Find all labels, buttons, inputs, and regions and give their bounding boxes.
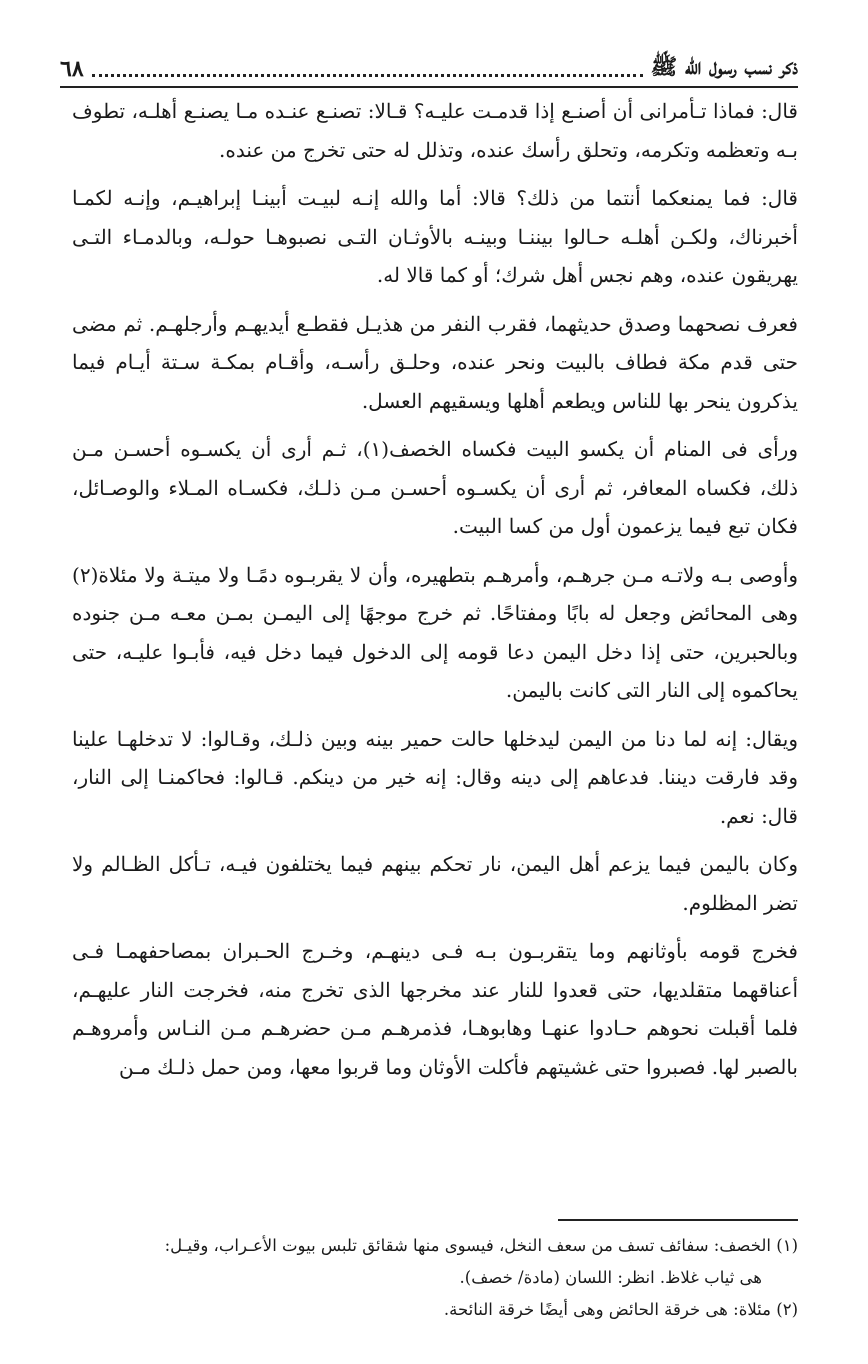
paragraph: ويقال: إنه لما دنا من اليمن ليدخلها حالت حمير بينه وبين ذلـك، وقـالوا: لا تدخلهـا علينا وقد فارقت ديننا. فدعاهم إلى دينه وقال: إنه خير من دينكم. قـالوا: فحاكمنـا إلى النار، قال: نعم. [72, 726, 799, 828]
footnote-1: (١) الخصف: سفائف تسف من سعف النخل، فيسوى منها شقائق تلبس بيوت الأعـراب، وقيـل: [164, 1236, 798, 1255]
footnotes [72, 1230, 798, 1326]
main-text [72, 92, 798, 1096]
paragraph: وكان باليمن فيما يزعم أهل اليمن، نار تحكم بينهم فيما يختلفون فيـه، تـأكل الظـالم ولا تضر المظلوم. [72, 852, 798, 915]
paragraph: فعرف نصحهما وصدق حديثهما، فقرب النفر من هذيـل فقطـع أيديهـم وأرجلهـم. ثم مضى حتى قدم مكة فطاف بالبيت ونحر عنده، وحلـق رأسـه، وأقـام بمكـة سـتة أيـام فيما يذكرون ينحر بها للناس ويطعم أهلها ويسقيهم العسل. [72, 311, 798, 413]
footnote-2: (٢) مئلاة: هى خرقة الحائض وهى أيضًا خرقة النائحة. [443, 1300, 798, 1319]
paragraph: ورأى فى المنام أن يكسو البيت فكساه الخصف(١)، ثـم أرى أن يكسـوه أحسـن مـن ذلك، فكساه المعافر، ثم أرى أن يكسـوه أحسـن مـن ذلـك، فكسـاه المـلاء والوصـائل، فكان تبع فيما يزعمون أول من كسا البيت. [72, 437, 798, 538]
paragraph: فخرج قومه بأوثانهم وما يتقربـون بـه فـى دينهـم، وخـرج الحـبران بمصاحفهمـا فـى أعناقهما متقلديها، حتى قعدوا للنار عند مخرجها الذى تخرج منه، فخرجت النار عليهـم، فلما أقبلت نحوهم حـادوا عنهـا وهابوهـا، فذمرهـم مـن حضرهـم مـن النـاس وأمروهـم بالصبر لها. فصبروا حتى غشيتهم فأكلت الأوثان وما قربوا معها، ومن حمل ذلـك مـن [72, 939, 798, 1079]
paragraph: قال: فماذا تـأمرانى أن أصنـع إذا قدمـت عليـه؟ قـالا: تصنـع عنـده مـا يصنـع أهلـه، تطوف بـه وتعظمه وتكرمه، وتحلق رأسك عنده، وتذلل له حتى تخرج من عنده. [72, 99, 798, 162]
page-header [60, 52, 798, 88]
header-dot-leader [92, 62, 643, 77]
footnote-1-continuation: هى ثياب غلاظ. انظر: اللسان (مادة/ خصف). [459, 1268, 762, 1287]
page-number: ٦٨ [60, 56, 84, 82]
paragraph: وأوصى بـه ولاتـه مـن جرهـم، وأمرهـم بتطهيره، وأن لا يقربـوه دمًـا ولا ميتـة ولا مئلاة(٢) وهى المحائض وجعل له بابًا ومفتاحًا. ثم خرج موجهًا إلى اليمـن بمـن معـه مـن جنوده وبالحبرين، حتى إذا دخل اليمن دعا قومه إلى الدخول فيما دخل فيه، فأبـوا عليـه، حتى يحاكموه إلى النار التى كانت باليمن. [72, 562, 798, 702]
paragraph: قال: فما يمنعكما أنتما من ذلك؟ قالا: أما والله إنـه لبيـت أبينـا إبراهيـم، وإنـه لكمـا أخبرناك، ولكـن أهلـه حـالوا بيننـا وبينـه بالأوثـان التـى نصبوهـا حولـه، وبالدمـاء التـى يهريقون عنده، وهم نجس أهل شرك؛ أو كما قالا له. [72, 186, 798, 287]
running-title: ذكر نسب رسول الله ﷺ [650, 54, 798, 80]
footnote-separator [558, 1219, 798, 1221]
